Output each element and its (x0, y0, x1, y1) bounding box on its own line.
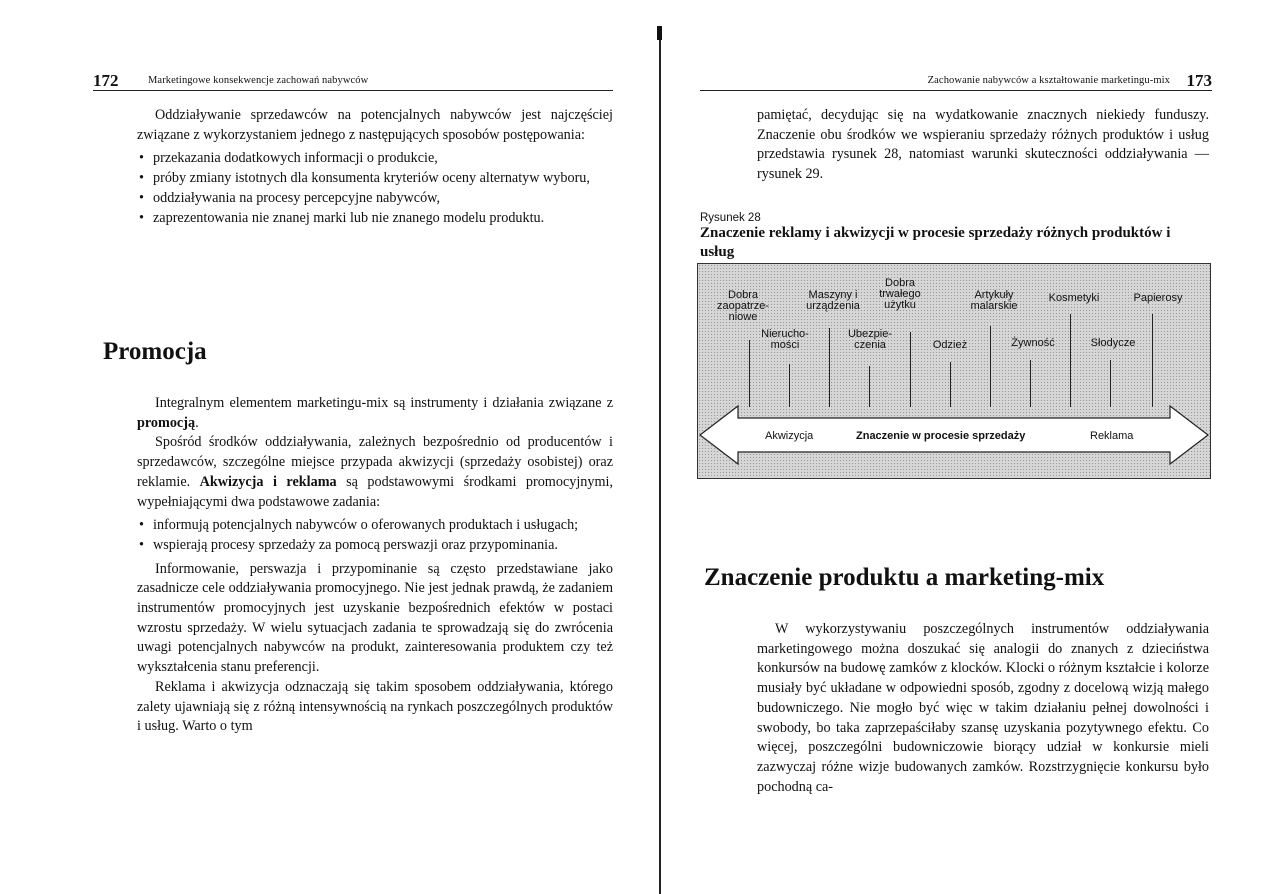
intro-bullet-list (137, 149, 613, 228)
diagram-label-slodycze: Słodycze (1090, 337, 1136, 349)
diagram-label-artykuly-malarskie: Artykuły malarskie (970, 289, 1018, 312)
double-arrow-icon (698, 264, 1210, 478)
figure-label: Rysunek 28 (700, 212, 761, 224)
book-spine (659, 28, 661, 894)
bold-term: promocją (137, 414, 196, 431)
paragraph (137, 394, 613, 433)
figure-diagram (697, 263, 1211, 479)
list-item: • wspierają procesy sprzedaży za pomocą perswazji oraz przypominania. (137, 536, 613, 556)
paragraph: Reklama i akwizycja odznaczają się takim sposobem oddziaływania, którego zalety ujawniają się z różną intensywnością na rynkach poszczególnych produktów i usług. Warto o tym (137, 678, 613, 735)
diagram-label-kosmetyki: Kosmetyki (1048, 292, 1100, 304)
list-item: • przekazania dodatkowych informacji o produkcie, (137, 149, 613, 169)
diagram-label-odziez: Odzież (932, 339, 968, 351)
promocja-body (137, 394, 613, 737)
running-head: Marketingowe konsekwencje zachowań nabywców (148, 75, 369, 86)
list-item: • oddziaływania na procesy percepcyjne nabywców, (137, 189, 613, 209)
paragraph: pamiętać, decydując się na wydatkowanie znacznych niekiedy funduszy. Znaczenie obu środków we wspieraniu sprzedaży różnych produktów i usług przedstawia rysunek 28, natomiast warunki skuteczności oddziaływania — rysunek 29. (757, 107, 1209, 183)
page-number: 173 (1186, 71, 1212, 90)
continuation-block (757, 106, 1209, 185)
text-run: Integralnym elementem marketingu-mix są instrumenty i działania związane z (155, 395, 613, 411)
intro-block (137, 106, 613, 232)
right-page-header (700, 68, 1212, 91)
arrow-label-center: Znaczenie w procesie sprzedaży (856, 430, 1026, 442)
intro-paragraph: Oddziaływanie sprzedawców na potencjalnych nabywców jest najczęściej związane z wykorzystaniem jednego z następujących sposobów postępowania: (137, 107, 613, 143)
arrow-label-akwizycja: Akwizycja (765, 430, 814, 442)
list-item: • informują potencjalnych nabywców o oferowanych produktach i usługach; (137, 516, 613, 536)
diagram-label-maszyny: Maszyny i urządzenia (806, 289, 860, 312)
list-item: • próby zmiany istotnych dla konsumenta kryteriów oceny alternatyw wyboru, (137, 169, 613, 189)
diagram-label-dobra-zaopatrzeniowe: Dobra zaopatrze- niowe (717, 289, 769, 323)
arrow-label-reklama: Reklama (1090, 430, 1134, 442)
text-run: są podstawowymi środkami promocyjnymi, wypełniającymi dwa podstawowe zadania: (137, 473, 613, 510)
diagram-label-zywnosc: Żywność (1011, 337, 1055, 349)
znaczenie-body (757, 620, 1209, 797)
list-item: • zaprezentowania nie znanej marki lub nie znanego modelu produktu. (137, 209, 613, 229)
diagram-label-ubezpieczenia: Ubezpie- czenia (847, 328, 893, 351)
paragraph (137, 433, 613, 512)
page-number: 172 (93, 71, 119, 90)
paragraph: Informowanie, perswazja i przypominanie są często przedstawiane jako zasadnicze cele oddziaływania promocyjnego. Nie jest jednak prawdą, że zadaniem instrumentów promocyjnych jest uzyskanie bezpośrednich efektów w postaci wzrostu sprzedaży. W wielu sytuacjach zadania te sprowadzają się do zwrócenia uwagi potencjalnych nabywców na produkt, zainteresowania produktem czy też wykształcenia stanu preferencji. (137, 560, 613, 676)
running-head: Zachowanie nabywców a kształtowanie marketingu-mix (927, 75, 1170, 86)
text-run: Spośród środków oddziaływania, zależnych bezpośrednio od producentów i sprzedawców, szczególne miejsce przypada akwizycji (sprzedaży osobistej) oraz reklamie. (137, 434, 613, 490)
paragraph: W wykorzystywaniu poszczególnych instrumentów oddziaływania marketingowego można doszukać się analogii do znanych z dzieciństwa konkursów na budowę zamków z klocków. Klocki o różnym kształcie i kolorze musiały być układane w odpowiedni sposób, zgodny z docelową wizją małego budowniczego. Nie mogło być więc w takim działaniu pełnej dowolności i swobody, bo taka zaprzepaściłaby szansę uzyskania pozytywnego efektu. Co więcej, poszczególni budowniczowie biorący udział w konkursie mieli zazwyczaj różne wizje budowanych zamków. Rozstrzygnięcie konkursu było pochodną ca- (757, 621, 1209, 795)
text-run: . (195, 414, 199, 431)
diagram-label-papierosy: Papierosy (1133, 292, 1183, 304)
section-heading-promocja: Promocja (103, 338, 207, 365)
left-page-header (93, 68, 613, 91)
task-bullet-list (137, 516, 613, 555)
diagram-label-nieruchomosci: Nierucho- mości (761, 328, 809, 351)
spine-mark (657, 26, 662, 40)
bold-term: Akwizycja i reklama (199, 473, 337, 490)
figure-title: Znaczenie reklamy i akwizycji w procesie sprzedaży różnych produktów i usług (700, 225, 1171, 260)
diagram-label-dobra-trwalego: Dobra trwałego użytku (879, 277, 921, 311)
section-heading-znaczenie-produktu: Znaczenie produktu a marketing-mix (704, 564, 1105, 591)
